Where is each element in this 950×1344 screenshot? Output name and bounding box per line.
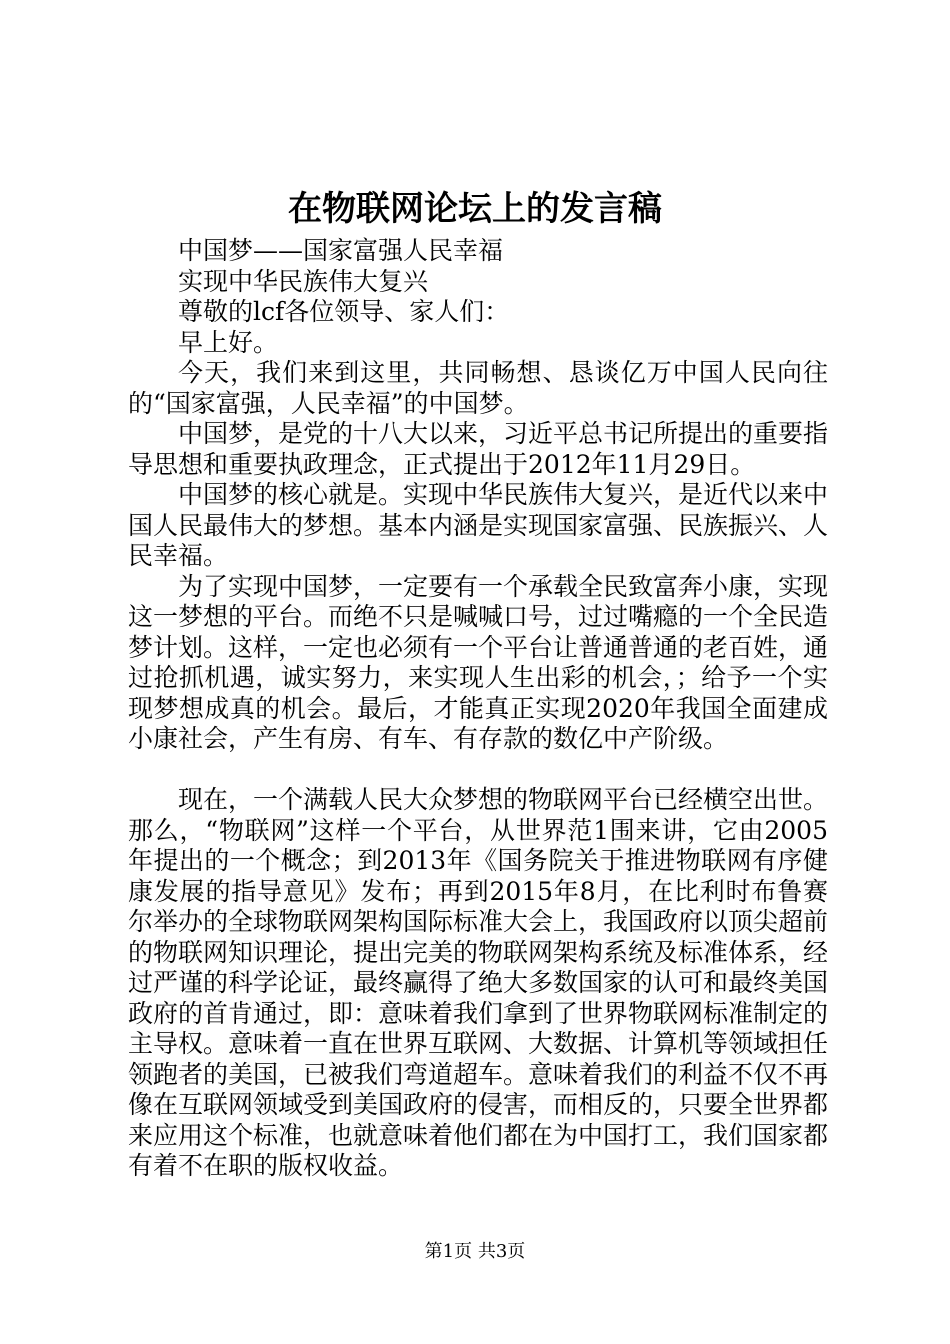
paragraph-salutation: 尊敬的lcf各位领导、家人们： xyxy=(178,297,510,326)
paragraph-subtitle: 实现中华民族伟大复兴 xyxy=(178,266,429,296)
paragraph-definition: 中国梦，是党的十八大以来，习近平总书记所提出的重要指导思想和重要执政理念，正式提出于2012年11月29日。 xyxy=(128,419,829,479)
paragraph-platform: 为了实现中国梦，一定要有一个承载全民致富奔小康，实现这一梦想的平台。而绝不只是喊喊口号，过过嘴瘾的一个全民造梦计划。这样，一定也必须有一个平台让普通普通的老百姓，通过抢抓机遇，诚实努力，来实现人生出彩的机会，；给予一个实现梦想成真的机会。最后，才能真正实现2020年我国全面建成小康社会，产生有房、有车、有存款的数亿中产阶级。 xyxy=(128,571,829,753)
document-body xyxy=(128,236,828,1182)
paragraph-intro: 今天，我们来到这里，共同畅想、恳谈亿万中国人民向往的“国家富强，人民幸福”的中国梦。 xyxy=(128,358,828,418)
paragraph-greeting: 早上好。 xyxy=(178,327,279,357)
page-footer: 第1页 共3页 xyxy=(424,1241,526,1262)
document-title: 在物联网论坛上的发言稿 xyxy=(288,189,662,229)
paragraph-iot: 现在，一个满载人民大众梦想的物联网平台已经横空出世。那么，“物联网”这样一个平台，从世界范1围来讲，它由2005年提出的一个概念；到2013年《国务院关于推进物联网有序健康发展的指导意见》发布；再到2015年8月，在比利时布鲁赛尔举办的全球物联网架构国际标准大会上，我国政府以顶尖超前的物联网知识理论，提出完美的物联网架构系统及标准体系，经过严谨的科学论证，最终赢得了绝大多数国家的认可和最终美国政府的首肯通过，即：意味着我们拿到了世界物联网标准制定的主导权。意味着一直在世界互联网、大数据、计算机等领域担任领跑者的美国，已被我们弯道超车。意味着我们的利益不仅不再像在互联网领域受到美国政府的侵害，而相反的，只要全世界都来应用这个标准，也就意味着他们都在为中国打工，我们国家都有着不在职的版权收益。 xyxy=(128,785,829,1180)
paragraph-core: 中国梦的核心就是。实现中华民族伟大复兴，是近代以来中国人民最伟大的梦想。基本内涵是实现国家富强、民族振兴、人民幸福。 xyxy=(128,480,829,570)
paragraph-slogan: 中国梦——国家富强人民幸福 xyxy=(178,236,504,265)
paragraph-spacer xyxy=(128,755,828,786)
